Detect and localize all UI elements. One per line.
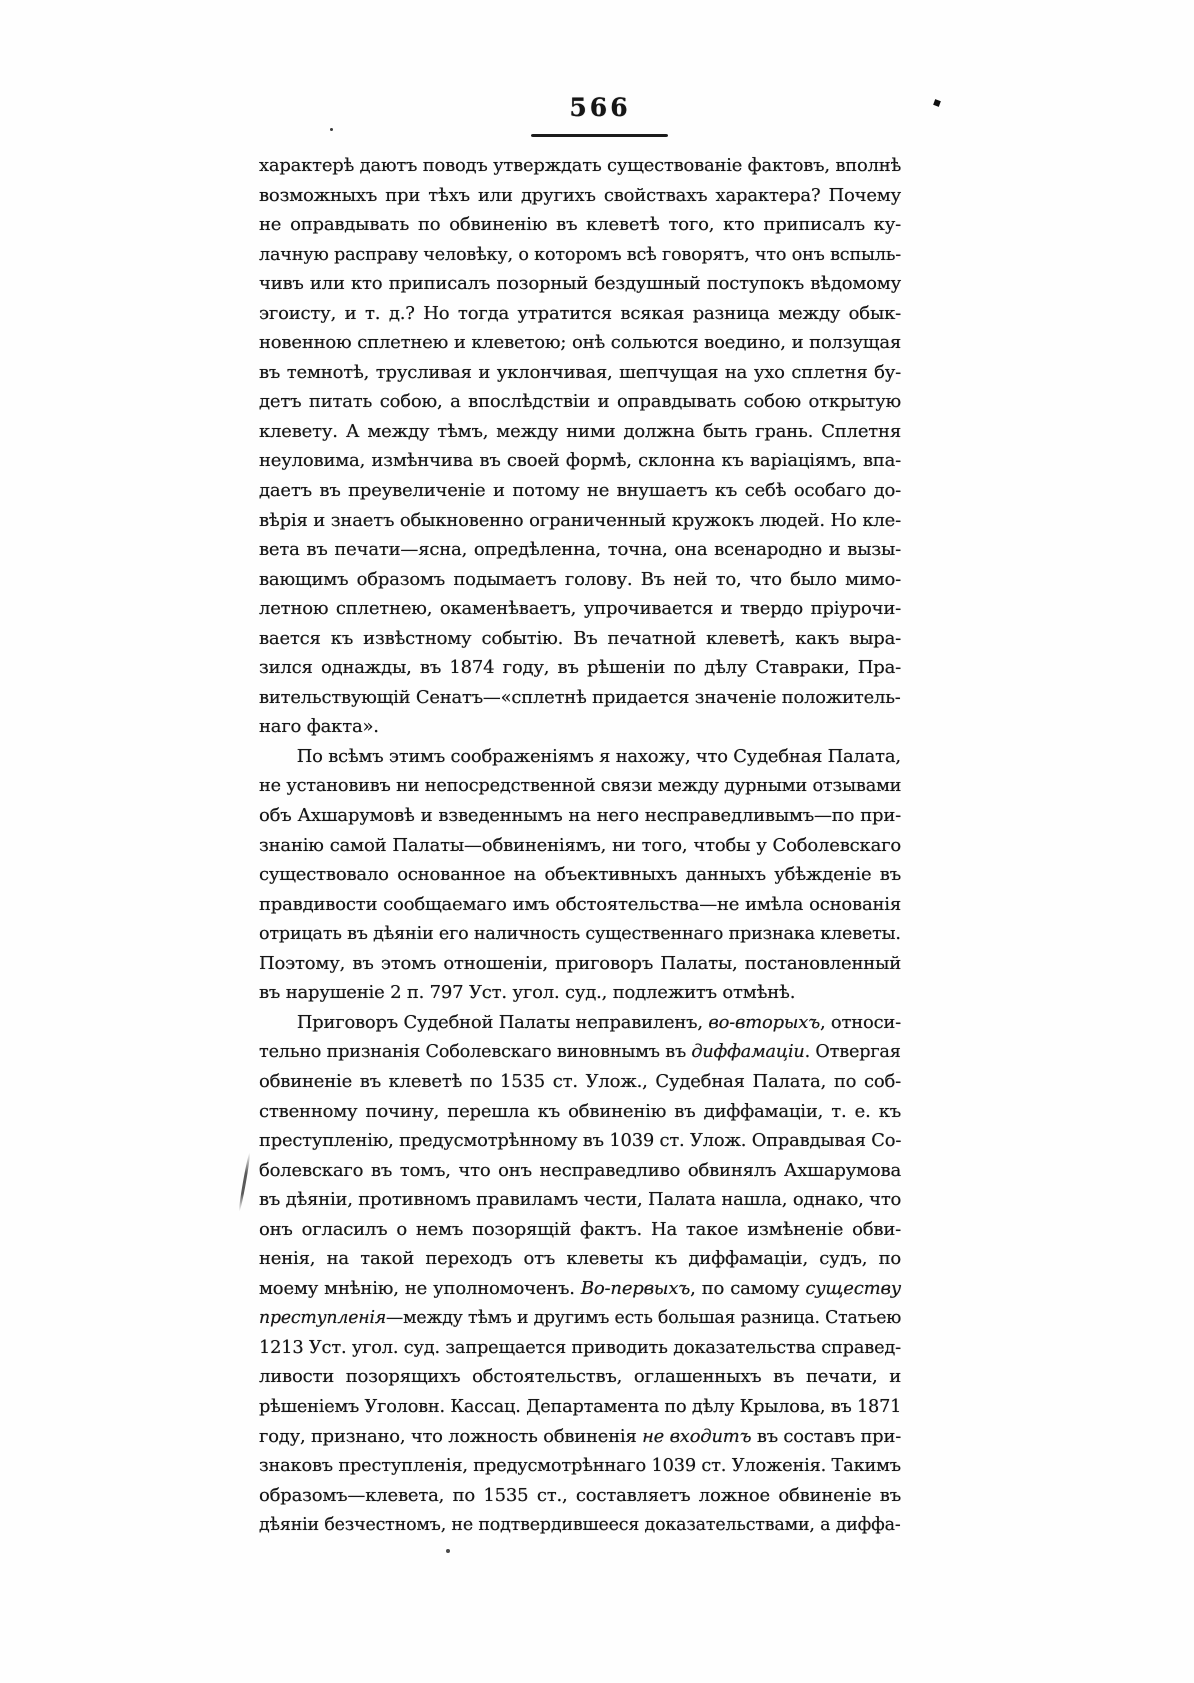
text-line: отрицать въ дѣяніи его наличность существеннаго признака клеветы. xyxy=(259,923,901,945)
text-line: дѣяніи безчестномъ, не подтвердившееся доказательствами, а диффа- xyxy=(259,1514,901,1536)
text-line: рѣшеніемъ Уголовн. Кассац. Департамента по дѣлу Крылова, въ 1871 xyxy=(259,1395,902,1417)
text-line: лачную расправу человѣку, о которомъ всѣ говорятъ, что онъ вспыль- xyxy=(259,243,901,265)
text-line: въ дѣяніи, противномъ правиламъ чести, Палата нашла, однако, что xyxy=(259,1189,902,1211)
text-line: объ Ахшарумовѣ и взведеннымъ на него несправедливымъ—по при- xyxy=(259,805,901,827)
text-line: 1213 Уст. угол. суд. запрещается приводить доказательства справед- xyxy=(259,1336,901,1358)
text-line: детъ питать собою, а впослѣдствіи и оправдывать собою открытую xyxy=(259,391,901,413)
text-line: вающимъ образомъ подымаетъ голову. Въ ней то, что было мимо- xyxy=(259,568,901,590)
body-text xyxy=(259,151,901,1540)
text-line: знанію самой Палаты—обвиненіямъ, ни того, чтобы у Соболевскаго xyxy=(259,834,901,856)
text-line: преступленія—между тѣмъ и другимъ есть большая разница. Статьею xyxy=(259,1307,902,1329)
text-line: тельно признанія Соболевскаго виновнымъ въ диффамаціи. Отвергая xyxy=(259,1041,901,1063)
text-line: неуловима, измѣнчива въ своей формѣ, склонна къ варіаціямъ, впа- xyxy=(259,450,901,472)
text-line: преступленію, предусмотрѣнному въ 1039 ст. Улож. Оправдывая Со- xyxy=(259,1130,902,1152)
text-line: По всѣмъ этимъ соображеніямъ я нахожу, что Судебная Палата, xyxy=(296,745,901,767)
text-line: эгоисту, и т. д.? Но тогда утратится всякая разница между обык- xyxy=(259,302,901,324)
text-line: Поэтому, въ этомъ отношеніи, приговоръ Палаты, постановленный xyxy=(259,952,901,974)
text-line: возможныхъ при тѣхъ или другихъ свойствахъ характера? Почему xyxy=(259,184,901,206)
text-line: существовало основанное на объективныхъ данныхъ убѣжденіе въ xyxy=(259,864,901,886)
text-line: Приговоръ Судебной Палаты неправиленъ, во-вторыхъ, относи- xyxy=(296,1011,901,1033)
text-line: вительствующій Сенатъ—«сплетнѣ придается значеніе положитель- xyxy=(259,686,901,708)
text-line: ненія, на такой переходъ отъ клеветы къ диффамаціи, судъ, по xyxy=(259,1248,901,1270)
text-line: зился однажды, въ 1874 году, въ рѣшеніи по дѣлу Ставраки, Пра- xyxy=(259,657,901,679)
text-line: правдивости сообщаемаго имъ обстоятельства—не имѣла основанія xyxy=(259,893,901,915)
text-line: наго факта». xyxy=(259,716,379,738)
text-line: обвиненіе въ клеветѣ по 1535 ст. Улож., Судебная Палата, по соб- xyxy=(259,1070,901,1092)
text-line: образомъ—клевета, по 1535 ст., составляетъ ложное обвиненіе въ xyxy=(259,1484,901,1506)
page-number: 566 xyxy=(569,93,631,122)
text-line: не установивъ ни непосредственной связи между дурными отзывами xyxy=(259,775,902,797)
text-line: клевету. А между тѣмъ, между ними должна быть грань. Сплетня xyxy=(259,420,901,442)
text-line: ливости позорящихъ обстоятельствъ, оглашенныхъ въ печати, и xyxy=(259,1366,901,1388)
text-line: знаковъ преступленія, предусмотрѣннаго 1039 ст. Уложенія. Такимъ xyxy=(259,1455,901,1477)
scan-dot xyxy=(330,128,333,131)
scan-speck xyxy=(933,99,941,107)
text-line: даетъ въ преувеличеніе и потому не внушаетъ къ себѣ особаго до- xyxy=(259,480,901,502)
text-line: году, признано, что ложность обвиненія не входитъ въ составъ при- xyxy=(259,1425,902,1447)
text-line: вѣрія и знаетъ обыкновенно ограниченный кружокъ людей. Но кле- xyxy=(259,509,901,531)
text-line: онъ огласилъ о немъ позорящій фактъ. На такое измѣненіе обви- xyxy=(259,1218,901,1240)
text-line: въ темнотѣ, трусливая и уклончивая, шепчущая на ухо сплетня бу- xyxy=(259,361,901,383)
text-line: болевскаго въ томъ, что онъ несправедливо обвинялъ Ахшарумова xyxy=(259,1159,901,1181)
scan-dot xyxy=(446,1549,450,1553)
text-line: ственному почину, перешла къ обвиненію въ диффамаціи, т. е. къ xyxy=(259,1100,901,1122)
text-line: вается къ извѣстному событію. Въ печатной клеветѣ, какъ выра- xyxy=(259,627,901,649)
text-line: новенною сплетнею и клеветою; онѣ сольются воедино, и ползущая xyxy=(259,332,901,354)
text-line: не оправдывать по обвиненію въ клеветѣ того, кто приписалъ ку- xyxy=(259,214,901,236)
header-rule xyxy=(531,134,668,137)
text-line: характерѣ даютъ поводъ утверждать существованіе фактовъ, вполнѣ xyxy=(259,155,902,176)
text-line: въ нарушеніе 2 п. 797 Уст. угол. суд., подлежитъ отмѣнѣ. xyxy=(259,982,796,1004)
text-line: летною сплетнею, окаменѣваетъ, упрочивается и твердо пріурочи- xyxy=(259,598,901,620)
margin-stray-mark xyxy=(238,1152,251,1212)
text-line: чивъ или кто приписалъ позорный бездушный поступокъ вѣдомому xyxy=(259,273,901,295)
text-line: моему мнѣнію, не уполномоченъ. Во-первыхъ, по самому существу xyxy=(259,1277,901,1299)
text-line: вета въ печати—ясна, опредѣленна, точна, она всенародно и вызы- xyxy=(259,539,901,561)
